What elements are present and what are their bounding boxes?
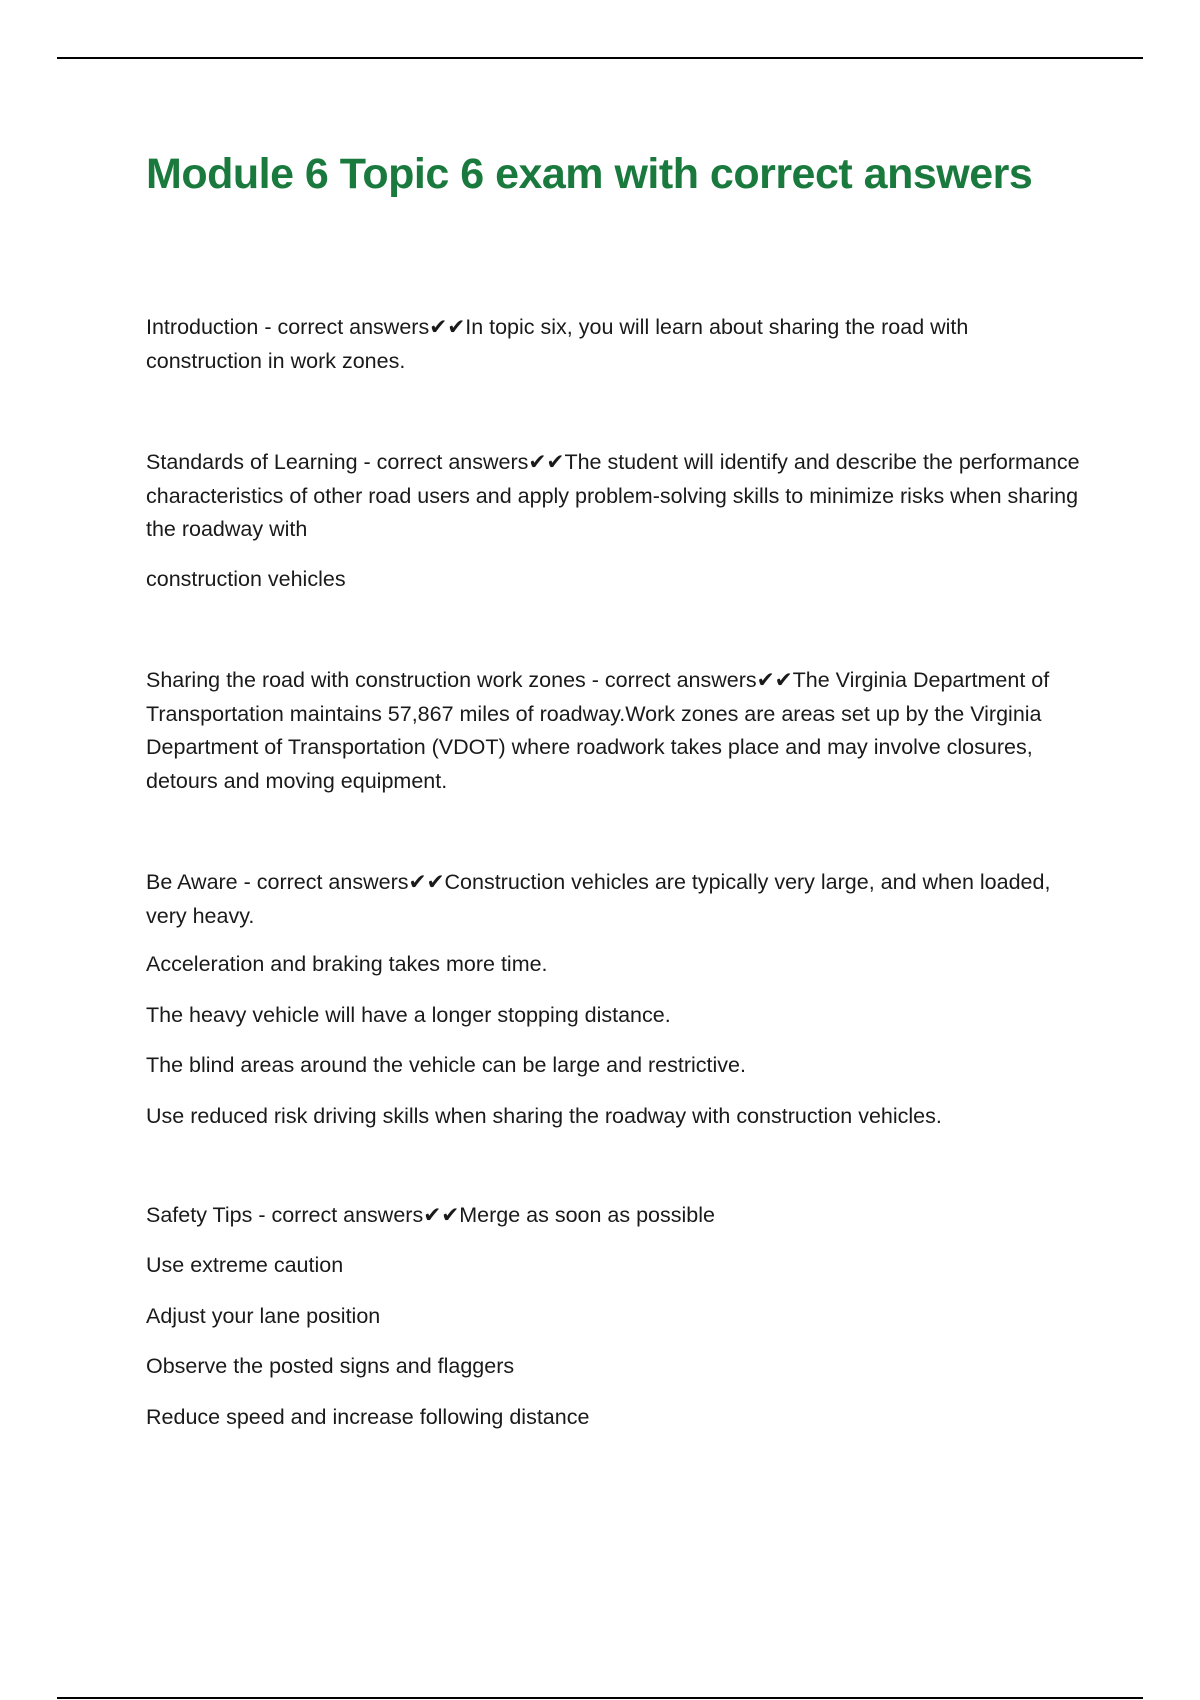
safety-tip-line: Observe the posted signs and flaggers <box>146 1354 515 1378</box>
page-title: Module 6 Topic 6 exam with correct answers <box>146 150 1033 198</box>
section-standards-of-learning: Standards of Learning - correct answers✔✔The student will identify and describe the performance characteristics of other road users and apply problem-solving skills to minimize risks when sharing the roadway with <box>146 450 1080 541</box>
section-sharing-the-road: Sharing the road with construction work zones - correct answers✔✔The Virginia Department of Transportation maintains 57,867 miles of roadway.Work zones are areas set up by the Virginia Department of Transportation (VDOT) where roadwork takes place and may involve closures, detours and moving equipment. <box>146 668 1050 793</box>
be-aware-line: The heavy vehicle will have a longer stopping distance. <box>146 1003 671 1027</box>
be-aware-line: Use reduced risk driving skills when sharing the roadway with construction vehicles. <box>146 1104 942 1128</box>
safety-tip-line: Adjust your lane position <box>146 1304 381 1328</box>
be-aware-line: Acceleration and braking takes more time. <box>146 952 548 976</box>
safety-tip-line: Reduce speed and increase following distance <box>146 1405 590 1429</box>
section-safety-tips: Safety Tips - correct answers✔✔Merge as soon as possible <box>146 1203 715 1227</box>
safety-tip-line: Use extreme caution <box>146 1253 344 1277</box>
top-rule <box>57 57 1143 59</box>
bottom-rule <box>57 1697 1143 1699</box>
be-aware-line: The blind areas around the vehicle can be large and restrictive. <box>146 1053 746 1077</box>
section-introduction: Introduction - correct answers✔✔In topic six, you will learn about sharing the road with construction in work zones. <box>146 315 969 373</box>
section-standards-line: construction vehicles <box>146 567 346 591</box>
section-be-aware: Be Aware - correct answers✔✔Construction vehicles are typically very large, and when loaded, very heavy. <box>146 870 1051 928</box>
